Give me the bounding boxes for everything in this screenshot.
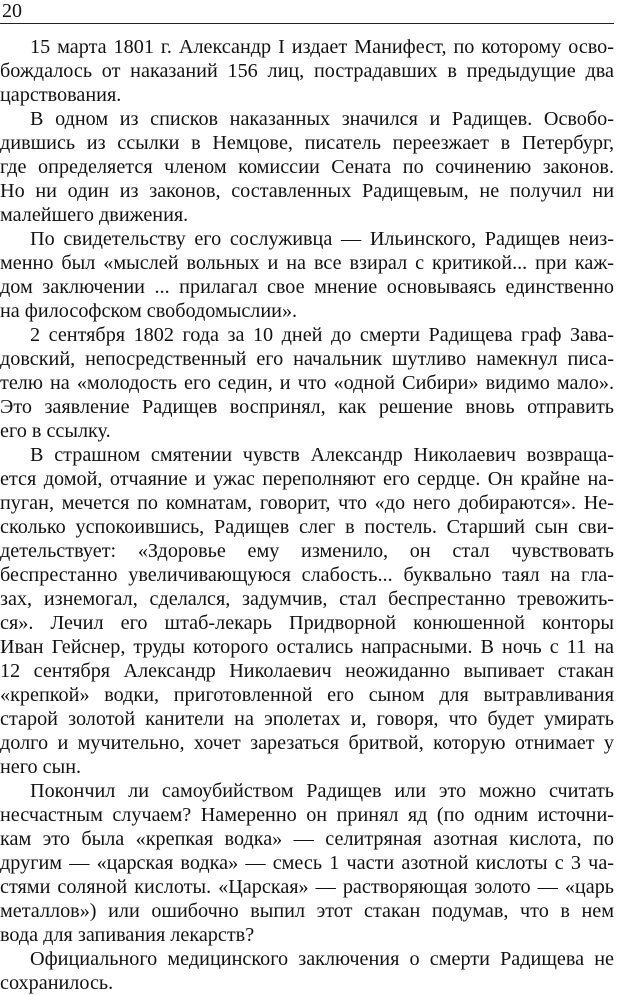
text-line: Это заявление Радищев воспринял, как решение вновь отправить	[0, 396, 614, 418]
text-line: 2 сентября 1802 года за 10 дней до смерти Радищева граф Зава-	[30, 324, 614, 346]
paragraph-3	[0, 227, 614, 323]
text-line: зах, изнемогал, сделался, задумчив, стал беспрестанно тревожить-	[0, 588, 614, 610]
text-line: несчастным случаем? Намеренно он принял яд (по одним источни-	[0, 804, 614, 826]
text-line: металлов») или ошибочно выпил этот стакан подумав, что в нем	[0, 900, 614, 922]
paragraph-7	[0, 947, 614, 995]
text-line: дившись из ссылки в Немцове, писатель переезжает в Петербург,	[0, 132, 614, 154]
text-line: где определяется членом комиссии Сената по сочинению законов.	[0, 156, 614, 178]
paragraph-4	[0, 323, 614, 443]
header-rule	[0, 23, 614, 24]
text-line: 15 марта 1801 г. Александр I издает Манифест, по которому осво-	[30, 36, 614, 58]
text-line: бождалось от наказаний 156 лиц, пострадавших в предыдущие два	[0, 60, 614, 82]
paragraph-1	[0, 35, 614, 107]
paragraph-2	[0, 107, 614, 227]
text-line: Но ни один из законов, составленных Радищевым, не получил ни	[0, 180, 614, 202]
text-line: менно был «мыслей вольных и на все взирал с критикой... при каж-	[0, 252, 614, 274]
text-line: детельствует: «Здоровье ему изменило, он стал чувствовать	[0, 540, 614, 562]
text-line: дом заключении ... прилагал свое мнение основываясь единственно	[0, 276, 614, 298]
text-line: Иван Гейснер, труды которого остались напрасными. В ночь с 11 на	[0, 636, 614, 658]
text-line: него сын.	[0, 756, 82, 778]
text-line: довский, непосредственный его начальник шутливо намекнул писа-	[0, 348, 614, 370]
text-line: В страшном смятении чувств Александр Николаевич возвраща-	[30, 444, 614, 466]
text-line: сохранилось.	[0, 972, 114, 994]
text-line: долго и мучительно, хочет зарезаться бритвой, которую отнимает у	[0, 732, 614, 754]
text-line: Официального медицинского заключения о смерти Радищева не	[30, 948, 614, 970]
text-line: старой золотой канители на эполетах и, говоря, что будет умирать	[0, 708, 614, 730]
page-number: 20	[2, 0, 22, 22]
text-line: малейшего движения.	[0, 204, 189, 226]
text-line: его в ссылку.	[0, 420, 111, 442]
text-line: пуган, мечется по комнатам, говорит, что «до него добираются». Не-	[0, 492, 614, 514]
text-line: стями соляной кислоты. «Царская» — растворяющая золото — «царь	[0, 876, 614, 898]
text-line: «крепкой» водки, приготовленной его сыном для вытравливания	[0, 684, 614, 706]
text-line: сколько успокоившись, Радищев слег в постель. Старший сын сви-	[0, 516, 614, 538]
text-line: на философском свободомыслии».	[0, 300, 298, 322]
text-line: ся». Лечил его штаб-лекарь Придворной конюшенной конторы	[0, 612, 614, 634]
text-line: По свидетельству его сослуживца — Ильинского, Радищев неиз-	[30, 228, 614, 250]
text-line: вода для запивания лекарств?	[0, 924, 255, 946]
text-line: кам это была «крепкая водка» — селитряная азотная кислота, по	[0, 828, 614, 850]
text-line: царствования.	[0, 84, 122, 106]
paragraph-6	[0, 779, 614, 947]
text-line: 12 сентября Александр Николаевич неожиданно выпивает стакан	[0, 660, 614, 682]
text-line: телю на «молодость его седин, и что «одной Сибири» видимо мало».	[0, 372, 614, 394]
text-line: В одном из списков наказанных значился и Радищев. Освобо-	[30, 108, 614, 130]
text-line: беспрестанно увеличивающуюся слабость... буквально таял на гла-	[0, 564, 614, 586]
paragraph-5	[0, 443, 614, 779]
text-line: ется домой, отчаяние и ужас переполняют его сердце. Он крайне на-	[0, 468, 614, 490]
body-text	[0, 35, 614, 995]
text-line: другим — «царская водка» — смесь 1 части азотной кислоты с 3 ча-	[0, 852, 614, 874]
text-line: Покончил ли самоубийством Радищев или это можно считать	[30, 780, 614, 802]
